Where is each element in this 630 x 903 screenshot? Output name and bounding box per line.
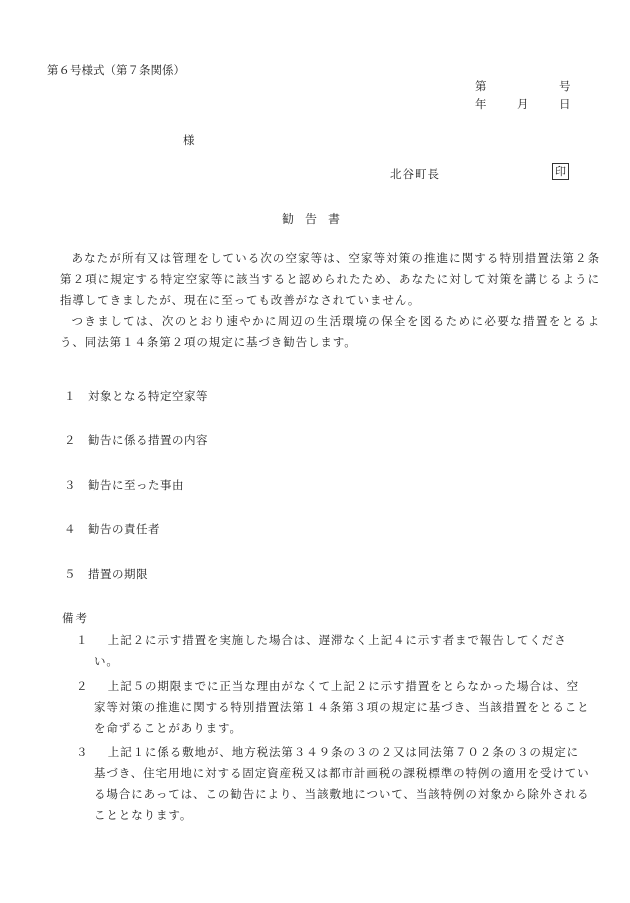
issuer-name: 北谷町長 — [390, 167, 440, 181]
notes-heading: 備考 — [62, 611, 89, 625]
list-item — [64, 388, 208, 404]
item-number: ２ — [64, 433, 76, 447]
list-item — [64, 477, 184, 493]
note-number: ２ — [76, 679, 89, 693]
note-number: １ — [76, 633, 89, 647]
document-number-label: 第 — [475, 79, 487, 93]
form-number: 第６号様式（第７条関係） — [47, 63, 185, 77]
list-item — [64, 432, 208, 448]
note-text: 上記５の期限までに正当な理由がなくて上記２に示す措置をとらなかった場合は、空家等対策の推進に関する特別措置法第１４条第３項の規定に基づき、当該措置をとることを命ずることがあります。 — [94, 679, 590, 735]
note-text: 上記２に示す措置を実施した場合は、遅滞なく上記４に示す者まで報告してください。 — [94, 633, 567, 668]
date-month-label: 月 — [517, 97, 529, 111]
document-title: 勧告書 — [282, 212, 352, 226]
seal-mark: 印 — [552, 163, 569, 180]
item-text: 対象となる特定空家等 — [88, 389, 208, 403]
addressee-suffix: 様 — [183, 133, 195, 147]
item-text: 措置の期限 — [88, 567, 148, 581]
item-number: ５ — [64, 567, 76, 581]
note-item — [76, 742, 591, 826]
item-text: 勧告の責任者 — [88, 522, 160, 536]
item-text: 勧告に至った事由 — [88, 478, 184, 492]
document-number-suffix: 号 — [559, 79, 571, 93]
note-item — [76, 630, 591, 672]
note-item — [76, 676, 591, 739]
body-paragraph-1: あなたが所有又は管理をしている次の空家等は、空家等対策の推進に関する特別措置法第２条第２項に規定する特定空家等に該当すると認められたため、あなたに対して対策を講じるように指導してきましたが、現在に至っても改善がなされていません。 — [60, 251, 600, 307]
date-year-label: 年 — [475, 97, 487, 111]
body-text — [60, 248, 600, 353]
note-text: 上記１に係る敷地が、地方税法第３４９条の３の２又は同法第７０２条の３の規定に基づき、住宅用地に対する固定資産税又は都市計画税の課税標準の特例の適用を受けている場合にあっては、この勧告により、当該敷地について、当該特例の対象から除外されることとなります。 — [94, 745, 590, 822]
body-paragraph-2: つきましては、次のとおり速やかに周辺の生活環境の保全を図るために必要な措置をとるよう、同法第１４条第２項の規定に基づき勧告します。 — [60, 314, 600, 349]
item-number: １ — [64, 389, 76, 403]
item-number: ３ — [64, 478, 76, 492]
date-day-label: 日 — [559, 97, 571, 111]
note-number: ３ — [76, 745, 89, 759]
item-number: ４ — [64, 522, 76, 536]
list-item — [64, 521, 160, 537]
list-item — [64, 566, 148, 582]
item-text: 勧告に係る措置の内容 — [88, 433, 208, 447]
